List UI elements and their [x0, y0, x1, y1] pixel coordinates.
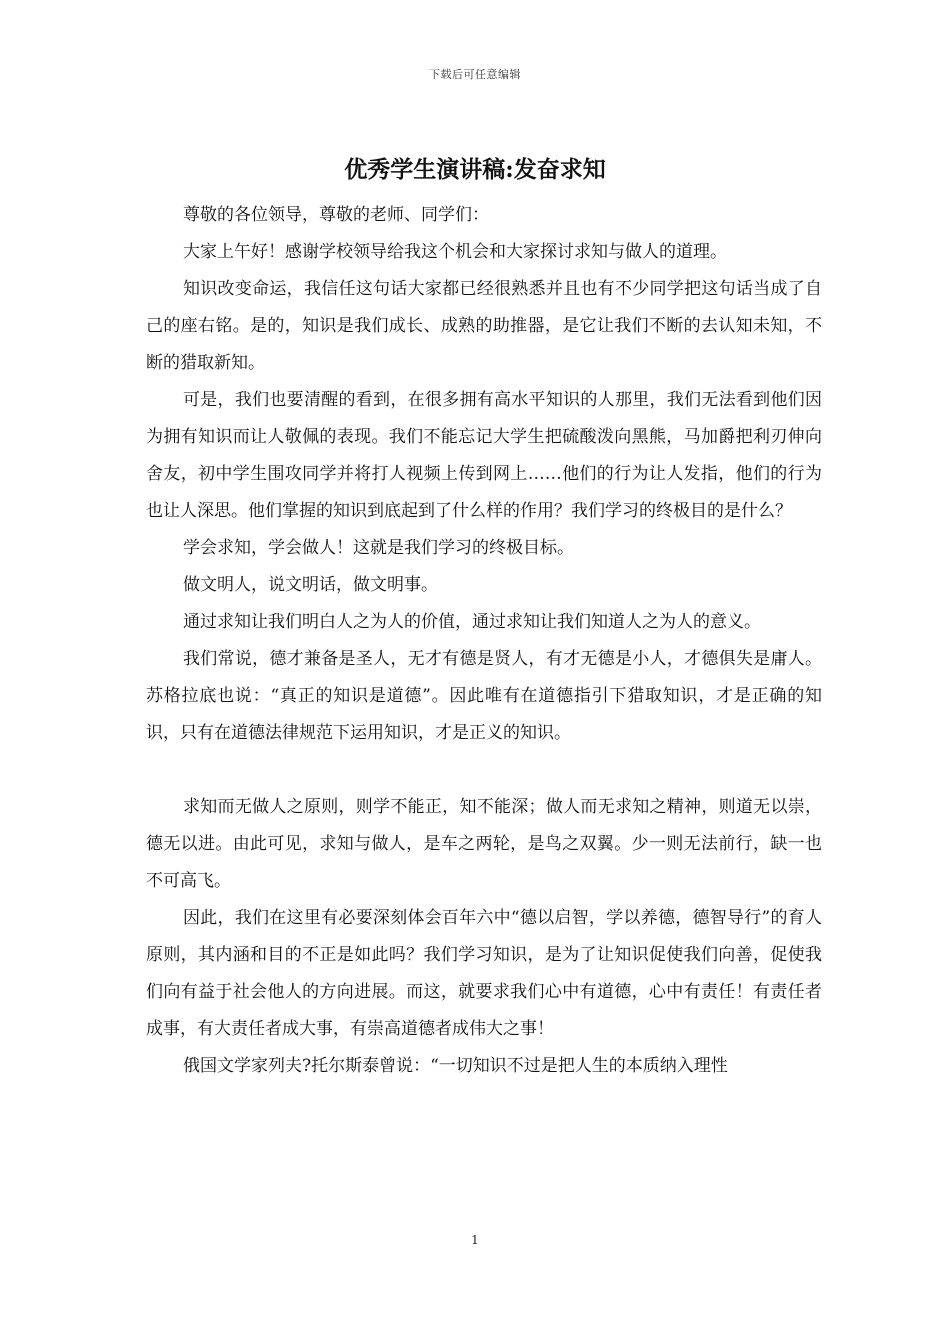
paragraph: 俄国文学家列夫?托尔斯泰曾说：“一切知识不过是把人生的本质纳入理性: [183, 1056, 728, 1076]
paragraph: 我们常说，德才兼备是圣人，无才有德是贤人，有才无德是小人，才德俱失是庸人。苏格拉底也说：“真正的知识是道德”。因此唯有在道德指引下猎取知识，才是正确的知识，只有在道德法律规范下运用知识，才是正义的知识。: [146, 649, 822, 743]
paragraph-opening: 大家上午好！感谢学校领导给我这个机会和大家探讨求知与做人的道理。: [183, 242, 727, 262]
page-number: 1: [471, 1233, 479, 1247]
paragraph: 可是，我们也要清醒的看到，在很多拥有高水平知识的人那里，我们无法看到他们因为拥有知识而让人敬佩的表现。我们不能忘记大学生把硫酸泼向黑熊，马加爵把利刃伸向舍友，初中学生围攻同学并将打人视频上传到网上……他们的行为让人发指，他们的行为也让人深思。他们掌握的知识到底起到了什么样的作用？我们学习的终极目的是什么？: [146, 390, 822, 521]
document-title: 优秀学生演讲稿:发奋求知: [344, 156, 606, 183]
document-body: [146, 197, 822, 1085]
paragraph: 通过求知让我们明白人之为人的价值，通过求知让我们知道人之为人的意义。: [183, 612, 761, 632]
paragraph-greeting: 尊敬的各位领导，尊敬的老师、同学们：: [183, 205, 489, 225]
paragraph: 学会求知，学会做人！这就是我们学习的终极目标。: [183, 538, 574, 558]
page-header-note: 下载后可任意编辑: [429, 68, 521, 81]
paragraph: 知识改变命运，我信任这句话大家都已经很熟悉并且也有不少同学把这句话当成了自己的座右铭。是的，知识是我们成长、成熟的助推器，是它让我们不断的去认知未知，不断的猎取新知。: [146, 279, 822, 373]
paragraph: 因此，我们在这里有必要深刻体会百年六中“德以启智，学以养德，德智导行”的育人原则，其内涵和目的不正是如此吗？我们学习知识，是为了让知识促使我们向善，促使我们向有益于社会他人的方向进展。而这，就要求我们心中有道德，心中有责任！有责任者成事，有大责任者成大事，有崇高道德者成伟大之事！: [146, 908, 822, 1039]
paragraph: 做文明人，说文明话，做文明事。: [183, 575, 438, 595]
paragraph: 求知而无做人之原则，则学不能正，知不能深；做人而无求知之精神，则道无以崇，德无以进。由此可见，求知与做人，是车之两轮，是鸟之双翼。少一则无法前行，缺一也不可高飞。: [146, 797, 822, 891]
